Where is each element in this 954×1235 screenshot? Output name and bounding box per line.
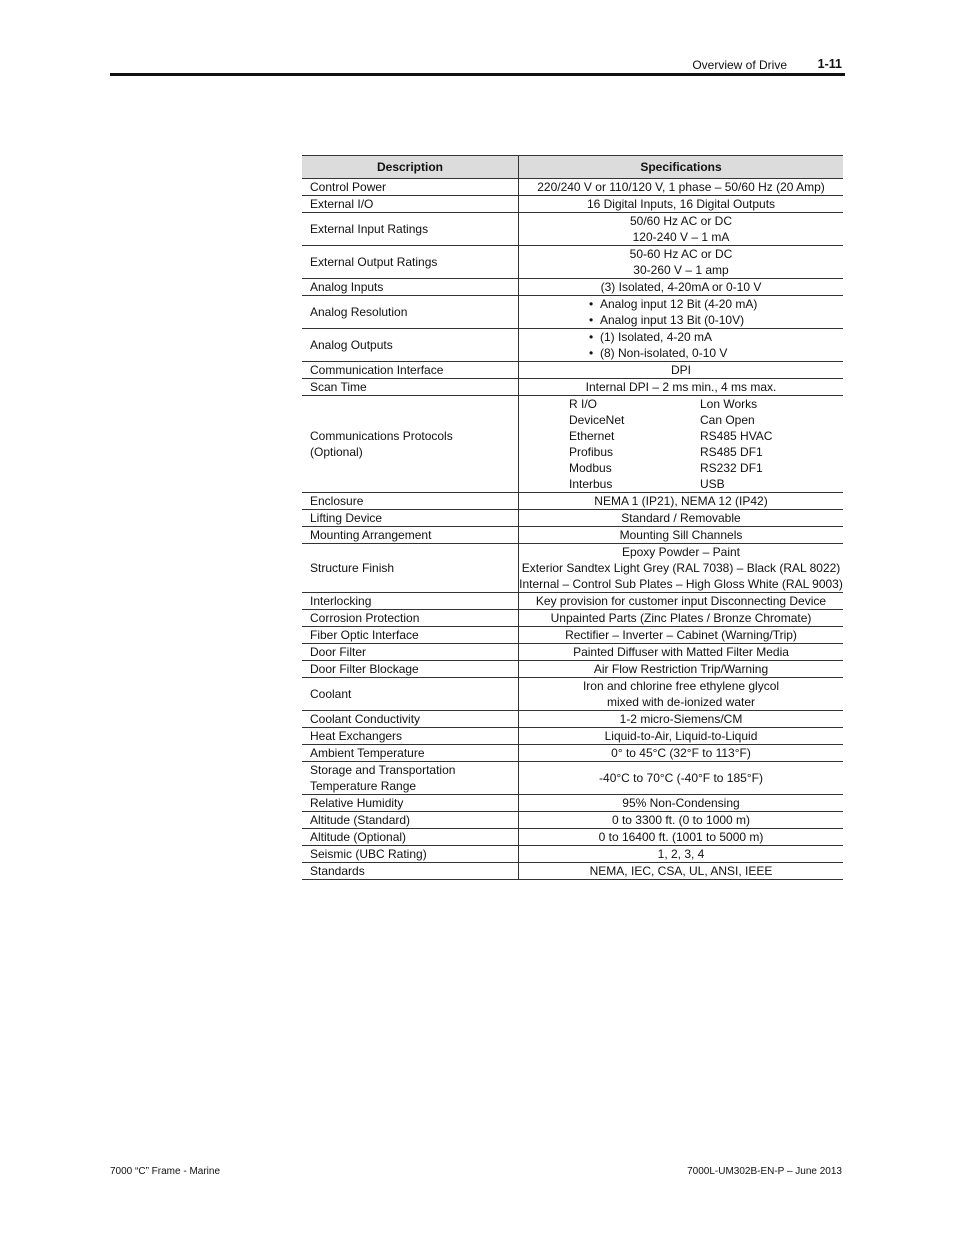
table-row: [302, 296, 843, 329]
description-text: Scan Time: [310, 380, 367, 394]
row-specification: [519, 610, 844, 627]
column-header-specifications: Specifications: [519, 156, 844, 179]
table-row: [302, 762, 843, 795]
row-specification: [519, 711, 844, 728]
table-row: [302, 644, 843, 661]
row-description: [302, 795, 519, 812]
table-row: [302, 279, 843, 296]
table-row: [302, 678, 843, 711]
row-specification: [519, 644, 844, 661]
description-text: Control Power: [310, 180, 387, 194]
specification-text: 0 to 16400 ft. (1001 to 5000 m): [598, 830, 764, 844]
specification-text: Exterior Sandtex Light Grey (RAL 7038) – Black (RAL 8022): [521, 561, 841, 575]
row-description: [302, 510, 519, 527]
description-text: Analog Resolution: [310, 305, 408, 319]
description-text: External Output Ratings: [310, 255, 438, 269]
description-text: Analog Outputs: [310, 338, 393, 352]
table-row: [302, 812, 843, 829]
row-description: [302, 329, 519, 362]
row-description: [302, 846, 519, 863]
description-text: External Input Ratings: [310, 222, 429, 236]
description-text: Lifting Device: [310, 511, 383, 525]
protocol-item: Ethernet: [569, 429, 615, 443]
table-row: [302, 863, 843, 880]
description-text: Standards: [310, 864, 365, 878]
description-text: Heat Exchangers: [310, 729, 403, 743]
description-text: Corrosion Protection: [310, 611, 420, 625]
header-rule: [110, 73, 845, 76]
specification-text: Epoxy Powder – Paint: [621, 545, 741, 559]
row-specification: [519, 863, 844, 880]
protocol-item: RS485 DF1: [700, 445, 763, 459]
row-specification: [519, 329, 844, 362]
row-specification: [519, 829, 844, 846]
specification-text: DPI: [670, 363, 691, 377]
row-description: [302, 196, 519, 213]
table-row: [302, 745, 843, 762]
row-specification: [519, 846, 844, 863]
page-number: 1-11: [817, 57, 842, 71]
protocol-item: Interbus: [569, 477, 613, 491]
row-description: [302, 829, 519, 846]
specification-text: 1, 2, 3, 4: [657, 847, 705, 861]
table-row: [302, 527, 843, 544]
specification-text: mixed with de-ionized water: [606, 695, 756, 709]
table-row: [302, 795, 843, 812]
row-specification: [519, 362, 844, 379]
specification-text: 30-260 V – 1 amp: [633, 263, 729, 277]
specification-text: Liquid-to-Air, Liquid-to-Liquid: [604, 729, 758, 743]
description-text: Coolant Conductivity: [310, 712, 421, 726]
row-specification: [519, 279, 844, 296]
protocol-item: USB: [700, 477, 725, 491]
description-text: Altitude (Optional): [310, 830, 407, 844]
specification-text: 120-240 V – 1 mA: [632, 230, 730, 244]
protocol-item: Profibus: [569, 445, 614, 459]
description-text: Interlocking: [310, 594, 372, 608]
row-specification: [519, 544, 844, 593]
description-text: Door Filter Blockage: [310, 662, 419, 676]
row-description: [302, 493, 519, 510]
row-description: [302, 745, 519, 762]
specification-text: Standard / Removable: [621, 511, 741, 525]
specification-text: Painted Diffuser with Matted Filter Media: [573, 645, 789, 659]
row-specification: [519, 745, 844, 762]
row-specification: [519, 678, 844, 711]
specification-text: (3) Isolated, 4-20mA or 0-10 V: [600, 280, 762, 294]
specification-text: Air Flow Restriction Trip/Warning: [593, 662, 769, 676]
description-text: Enclosure: [310, 494, 364, 508]
specification-text: 95% Non-Condensing: [622, 796, 740, 810]
table-row: [302, 329, 843, 362]
description-text: Coolant: [310, 687, 352, 701]
table-row: [302, 396, 843, 493]
specification-text: -40°C to 70°C (-40°F to 185°F): [599, 771, 763, 785]
description-text: Fiber Optic Interface: [310, 628, 419, 642]
protocol-item: R I/O: [569, 397, 598, 411]
row-specification: [519, 661, 844, 678]
footer-publication-id: 7000L-UM302B-EN-P – June 2013: [687, 1166, 842, 1177]
footer-document-title: 7000 “C” Frame - Marine: [110, 1166, 221, 1177]
row-specification: [519, 795, 844, 812]
specifications-table: [302, 155, 843, 880]
specification-text: Internal – Control Sub Plates – High Gloss White (RAL 9003): [519, 577, 843, 591]
description-text: Altitude (Standard): [310, 813, 411, 827]
row-specification: [519, 179, 844, 196]
protocol-item: RS485 HVAC: [700, 429, 773, 443]
description-text: Communications Protocols: [310, 429, 453, 443]
row-specification: [519, 246, 844, 279]
table-row: [302, 493, 843, 510]
bullet-item: • Analog input 13 Bit (0-10V): [519, 312, 843, 328]
row-description: [302, 279, 519, 296]
specification-text: Internal DPI – 2 ms min., 4 ms max.: [585, 380, 777, 394]
specification-text: 50/60 Hz AC or DC: [629, 214, 733, 228]
description-text: Seismic (UBC Rating): [310, 847, 427, 861]
specification-text: Key provision for customer input Disconnecting Device: [535, 594, 827, 608]
section-title: Overview of Drive: [692, 58, 787, 72]
table-row: [302, 510, 843, 527]
description-text: Temperature Range: [310, 779, 417, 793]
bullet-item: • (8) Non-isolated, 0-10 V: [519, 345, 843, 361]
row-specification: [519, 296, 844, 329]
row-description: [302, 396, 519, 493]
row-description: [302, 863, 519, 880]
table-row: [302, 544, 843, 593]
row-specification: [519, 627, 844, 644]
table-row: [302, 196, 843, 213]
table-body: [302, 179, 843, 880]
bullet-item: • Analog input 12 Bit (4-20 mA): [519, 296, 843, 312]
row-description: [302, 593, 519, 610]
description-text: Communication Interface: [310, 363, 444, 377]
specification-text: 0 to 3300 ft. (0 to 1000 m): [611, 813, 751, 827]
protocol-item: Can Open: [700, 413, 755, 427]
row-description: [302, 246, 519, 279]
table-row: [302, 379, 843, 396]
specification-text: Unpainted Parts (Zinc Plates / Bronze Chromate): [550, 611, 812, 625]
row-description: [302, 627, 519, 644]
row-specification: [519, 196, 844, 213]
row-description: [302, 812, 519, 829]
row-specification: [519, 593, 844, 610]
description-text: Ambient Temperature: [310, 746, 425, 760]
row-specification: [519, 396, 844, 493]
description-text: Relative Humidity: [310, 796, 404, 810]
row-description: [302, 362, 519, 379]
row-description: [302, 296, 519, 329]
row-description: [302, 213, 519, 246]
row-description: [302, 610, 519, 627]
specification-text: 50-60 Hz AC or DC: [629, 247, 733, 261]
row-description: [302, 728, 519, 745]
row-specification: [519, 493, 844, 510]
specification-text: NEMA, IEC, CSA, UL, ANSI, IEEE: [589, 864, 773, 878]
row-specification: [519, 379, 844, 396]
bullet-item: • (1) Isolated, 4-20 mA: [519, 329, 843, 345]
description-text: (Optional): [310, 445, 363, 459]
row-description: [302, 179, 519, 196]
specification-text: 1-2 micro-Siemens/CM: [619, 712, 743, 726]
protocol-item: DeviceNet: [569, 413, 625, 427]
description-text: External I/O: [310, 197, 374, 211]
description-text: Mounting Arrangement: [310, 528, 432, 542]
table-row: [302, 846, 843, 863]
table-row: [302, 593, 843, 610]
row-description: [302, 762, 519, 795]
description-text: Storage and Transportation: [310, 763, 456, 777]
row-description: [302, 379, 519, 396]
description-text: Structure Finish: [310, 561, 395, 575]
row-specification: [519, 527, 844, 544]
protocol-item: Lon Works: [700, 397, 758, 411]
specification-text: Iron and chlorine free ethylene glycol: [582, 679, 780, 693]
row-description: [302, 644, 519, 661]
specification-text: Rectifier – Inverter – Cabinet (Warning/Trip): [565, 628, 797, 642]
row-description: [302, 527, 519, 544]
row-specification: [519, 510, 844, 527]
table-row: [302, 829, 843, 846]
specification-text: Mounting Sill Channels: [619, 528, 743, 542]
table-row: [302, 213, 843, 246]
table-row: [302, 627, 843, 644]
table-header-row: [302, 156, 843, 179]
description-text: Analog Inputs: [310, 280, 384, 294]
table-row: [302, 728, 843, 745]
specification-text: 220/240 V or 110/120 V, 1 phase – 50/60 Hz (20 Amp): [537, 180, 825, 194]
table-row: [302, 610, 843, 627]
row-description: [302, 661, 519, 678]
specification-text: NEMA 1 (IP21), NEMA 12 (IP42): [594, 494, 768, 508]
row-description: [302, 711, 519, 728]
description-text: Door Filter: [310, 645, 367, 659]
row-specification: [519, 762, 844, 795]
protocol-item: RS232 DF1: [700, 461, 763, 475]
protocols-grid: [569, 396, 843, 492]
table-row: [302, 362, 843, 379]
table-row: [302, 246, 843, 279]
specification-text: 0° to 45°C (32°F to 113°F): [611, 746, 751, 760]
row-specification: [519, 728, 844, 745]
protocol-item: Modbus: [569, 461, 612, 475]
table-row: [302, 179, 843, 196]
row-description: [302, 544, 519, 593]
specification-text: 16 Digital Inputs, 16 Digital Outputs: [586, 197, 776, 211]
table-row: [302, 711, 843, 728]
row-specification: [519, 213, 844, 246]
column-header-description: Description: [302, 156, 519, 179]
table-row: [302, 661, 843, 678]
row-description: [302, 678, 519, 711]
row-specification: [519, 812, 844, 829]
